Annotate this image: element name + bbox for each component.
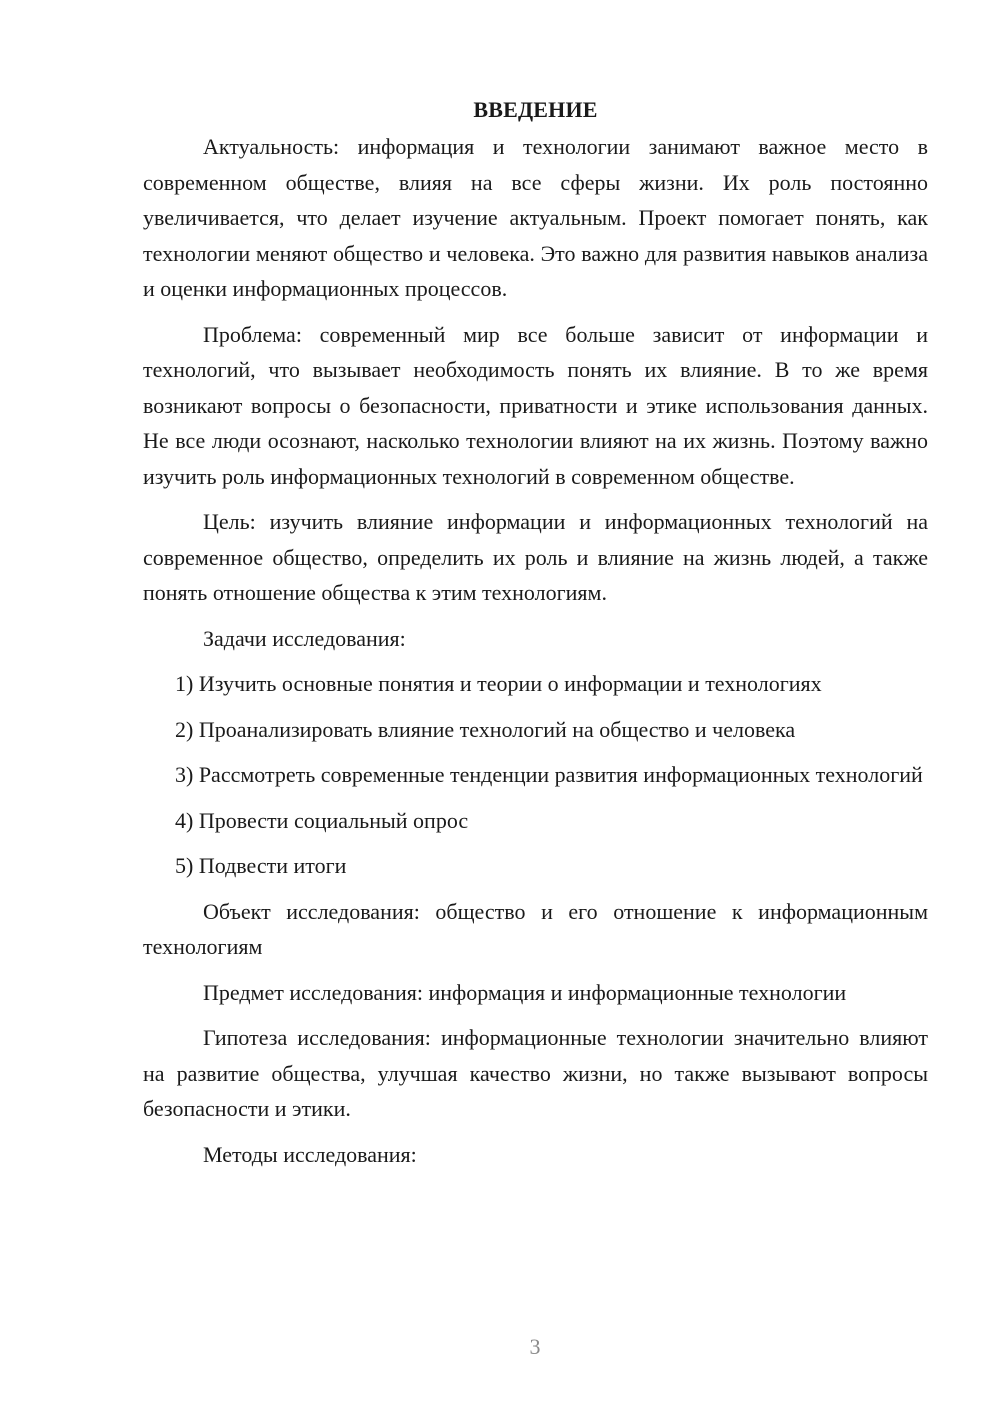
tasks-heading: Задачи исследования:	[203, 625, 406, 651]
problem-paragraph: Проблема: современный мир все больше зависит от информации и технологий, что вызывает необходимость понять их влияние. В то же время возникают вопросы о безопасности, приватности и этике использования данных. Не все люди осознают, насколько технологии влияют на их жизнь. Поэтому важно изучить роль информационных технологий в современном обществе.	[143, 321, 928, 489]
subject-paragraph: Предмет исследования: информация и информационные технологии	[203, 979, 847, 1005]
relevance-paragraph: Актуальность: информация и технологии занимают важное место в современном обществе, влияя на все сферы жизни. Их роль постоянно увеличивается, что делает изучение актуальным. Проект помогает понять, как технологии меняют общество и человека. Это важно для развития навыков анализа и оценки информационных процессов.	[143, 134, 928, 301]
hypothesis-paragraph: Гипотеза исследования: информационные технологии значительно влияют на развитие общества, улучшая качество жизни, но также вызывают вопросы безопасности и этики.	[143, 1025, 928, 1121]
page-title: ВВЕДЕНИЕ	[473, 97, 598, 122]
list-item: 3) Рассмотреть современные тенденции развития информационных технологий	[175, 762, 923, 787]
tasks-list	[143, 666, 928, 884]
object-paragraph: Объект исследования: общество и его отношение к информационным технологиям	[143, 898, 928, 959]
goal-paragraph: Цель: изучить влияние информации и информационных технологий на современное общество, определить их роль и влияние на жизнь людей, а также понять отношение общества к этим технологиям.	[143, 509, 928, 605]
page-number: 3	[529, 1334, 541, 1359]
list-item: 4) Провести социальный опрос	[175, 807, 469, 833]
list-item: 1) Изучить основные понятия и теории о информации и технологиях	[175, 671, 822, 696]
methods-heading: Методы исследования:	[203, 1141, 417, 1167]
list-item: 5) Подвести итоги	[175, 853, 347, 878]
list-item: 2) Проанализировать влияние технологий на общество и человека	[175, 716, 796, 742]
page-content	[143, 92, 928, 1182]
